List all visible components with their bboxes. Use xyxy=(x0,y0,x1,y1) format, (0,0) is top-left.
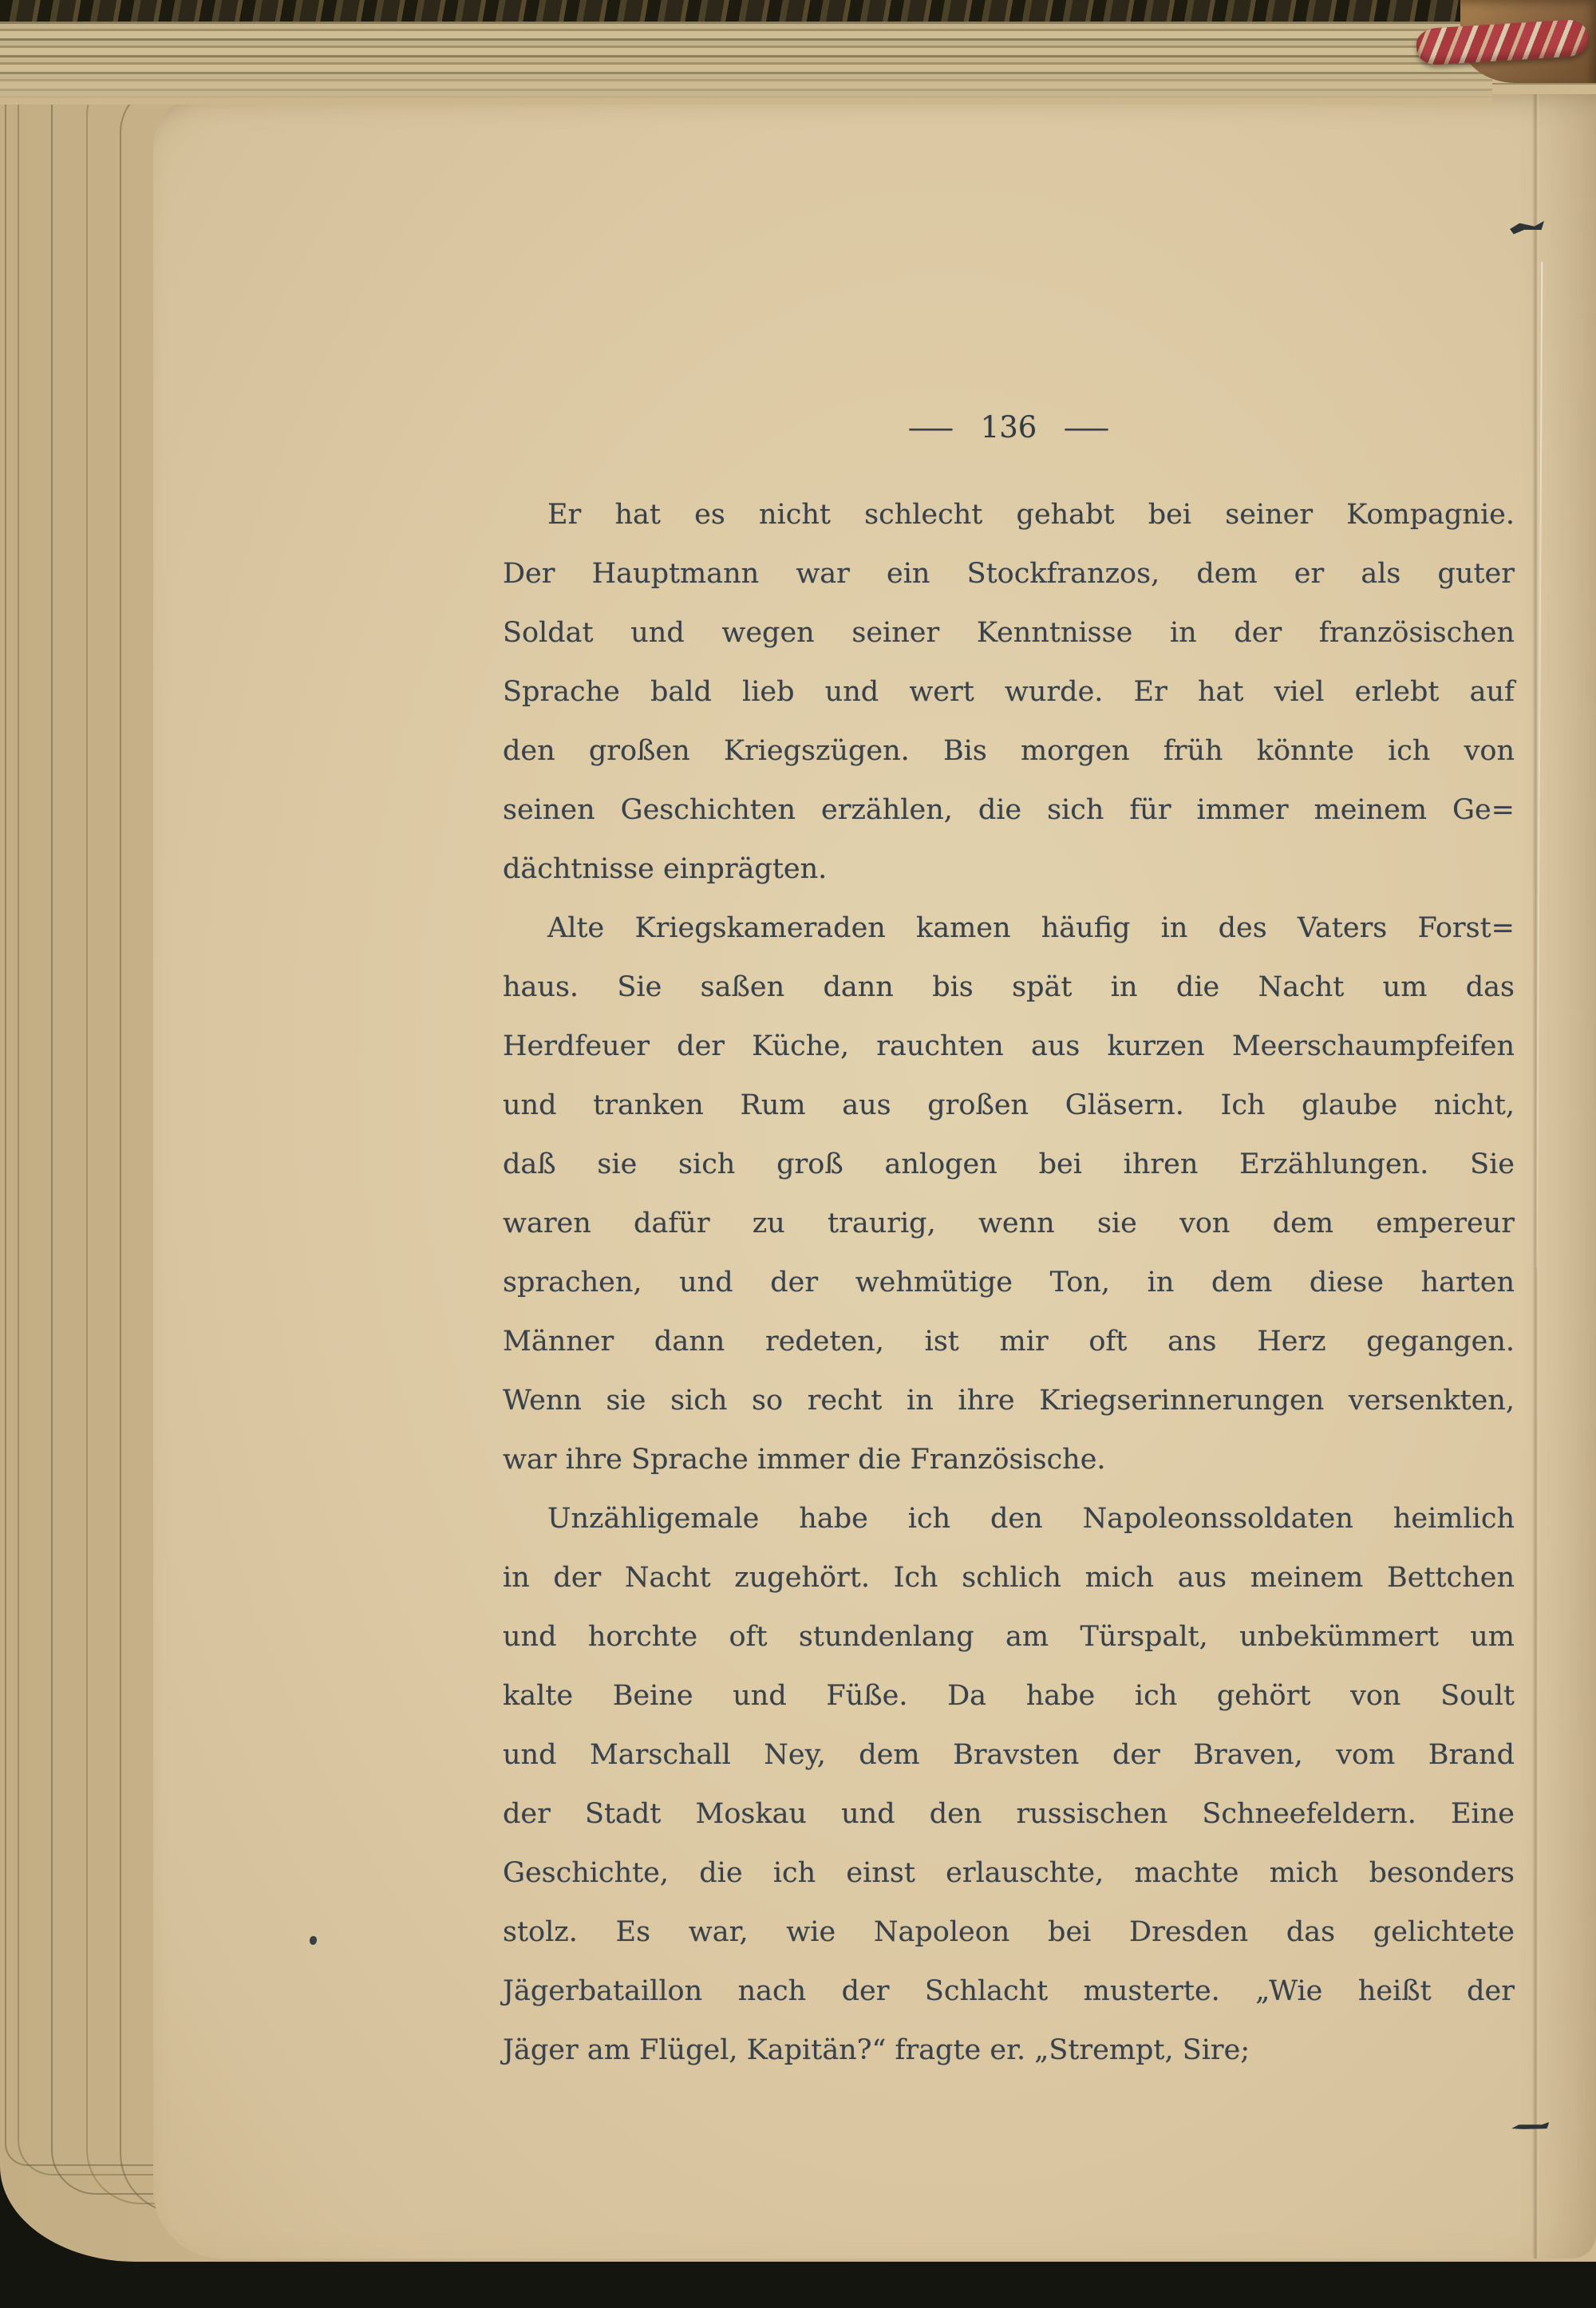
text-line: und tranken Rum aus großen Gläsern. Ich glaube nicht, xyxy=(503,1089,1515,1121)
text-line: seinen Geschichten erzählen, die sich für immer meinem Ge= xyxy=(503,794,1515,826)
page-number: 136 xyxy=(980,410,1037,445)
text-line: daß sie sich groß anlogen bei ihren Erzählungen. Sie xyxy=(503,1148,1515,1180)
page-content xyxy=(153,94,1596,2259)
text-line: dächtnisse einprägten. xyxy=(503,853,828,885)
text-line: Männer dann redeten, ist mir oft ans Herz gegangen. xyxy=(503,1326,1515,1358)
text-line: Unzähligemale habe ich den Napoleonssoldaten heimlich xyxy=(547,1503,1515,1535)
paragraph xyxy=(503,485,1515,899)
text-line: Geschichte, die ich einst erlauschte, machte mich besonders xyxy=(503,1857,1515,1889)
text-line: und Marschall Ney, dem Bravsten der Braven, vom Brand xyxy=(503,1739,1515,1771)
text-line: und horchte oft stundenlang am Türspalt, unbekümmert um xyxy=(503,1621,1515,1653)
text-line: haus. Sie saßen dann bis spät in die Nacht um das xyxy=(503,971,1515,1003)
paragraph xyxy=(503,1489,1515,2080)
text-line: Jägerbataillon nach der Schlacht musterte. „Wie heißt der xyxy=(503,1975,1515,2007)
book-page xyxy=(153,94,1596,2259)
book-cover-top-edge xyxy=(0,0,1596,22)
text-line: der Stadt Moskau und den russischen Schneefeldern. Eine xyxy=(503,1798,1515,1830)
paragraph xyxy=(503,899,1515,1489)
page-stack xyxy=(0,21,1596,2262)
header-dash-left: — xyxy=(907,410,954,445)
text-line: sprachen, und der wehmütige Ton, in dem diese harten xyxy=(503,1267,1515,1298)
text-line: Wenn sie sich so recht in ihre Kriegserinnerungen versenkten, xyxy=(503,1385,1515,1417)
page-header xyxy=(503,410,1515,450)
page-edges-top xyxy=(0,22,1492,105)
text-line: Jäger am Flügel, Kapitän?“ fragte er. „Strempt, Sire; xyxy=(503,2034,1250,2066)
text-line: Der Hauptmann war ein Stockfranzos, dem er als guter xyxy=(503,558,1515,590)
text-line: den großen Kriegszügen. Bis morgen früh könnte ich von xyxy=(503,735,1515,767)
header-dash-right: — xyxy=(1063,410,1111,445)
text-line: Herdfeuer der Küche, rauchten aus kurzen Meerschaumpfeifen xyxy=(503,1030,1515,1062)
text-line: waren dafür zu traurig, wenn sie von dem empereur xyxy=(503,1207,1515,1239)
text-line: Alte Kriegskameraden kamen häufig in des Vaters Forst= xyxy=(547,912,1515,944)
text-line: Soldat und wegen seiner Kenntnisse in der französischen xyxy=(503,617,1515,649)
text-block xyxy=(503,485,1515,2080)
text-line: Er hat es nicht schlecht gehabt bei seiner Kompagnie. xyxy=(547,499,1515,531)
text-line: kalte Beine und Füße. Da habe ich gehört von Soult xyxy=(503,1680,1515,1712)
text-line: in der Nacht zugehört. Ich schlich mich aus meinem Bettchen xyxy=(503,1562,1515,1594)
text-line: Sprache bald lieb und wert wurde. Er hat viel erlebt auf xyxy=(503,676,1515,708)
text-line: war ihre Sprache immer die Französische. xyxy=(503,1444,1106,1476)
text-line: stolz. Es war, wie Napoleon bei Dresden das gelichtete xyxy=(503,1916,1515,1948)
